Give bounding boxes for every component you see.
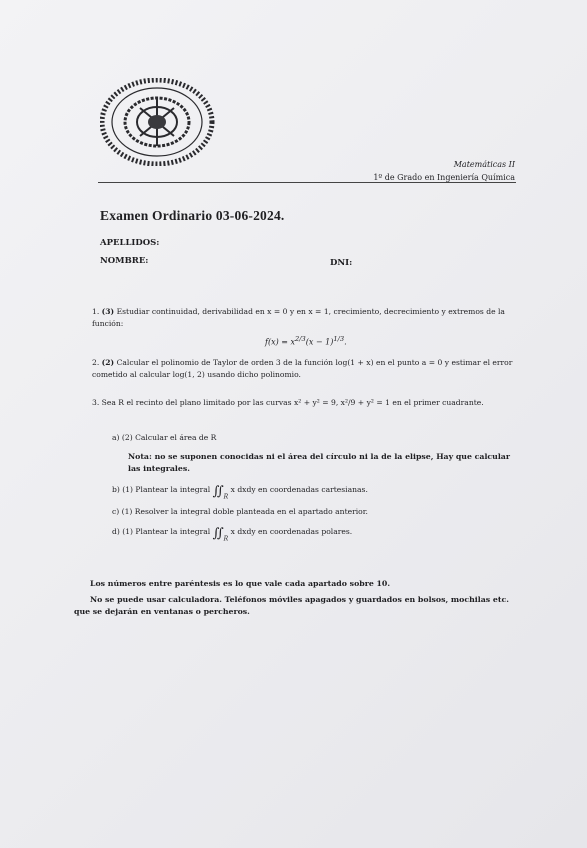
question-3a: a) (2) Calcular el área de R bbox=[112, 433, 217, 442]
subquestion-text: b) (1) Plantear la integral bbox=[112, 485, 211, 494]
subject-name: Matemáticas II bbox=[453, 160, 515, 169]
subquestion-text: d) (1) Plantear la integral bbox=[112, 527, 211, 536]
course-name: 1º de Grado en Ingeniería Química bbox=[373, 173, 515, 182]
question-1 bbox=[92, 306, 517, 329]
question-text: Estudiar continuidad, derivabilidad en x = 0 y en x = 1, crecimiento, decrecimiento y extremos de la función: bbox=[92, 307, 505, 328]
question-number: 3. bbox=[92, 398, 100, 407]
question-3d bbox=[112, 526, 352, 545]
question-points: (3) bbox=[101, 307, 115, 316]
subquestion-text-end: x dxdy en coordenadas cartesianas. bbox=[230, 485, 368, 494]
apellidos-field: APELLIDOS: bbox=[100, 238, 160, 248]
question-text: Sea R el recinto del plano limitado por las curvas x² + y² = 9, x²/9 + y² = 1 en el primer cuadrante. bbox=[101, 398, 484, 407]
double-integral-icon: $∬_R$ bbox=[212, 484, 229, 501]
question-2 bbox=[92, 357, 517, 380]
header-divider bbox=[98, 182, 516, 183]
question-3b bbox=[112, 484, 368, 503]
question-1-formula: $f(x) = x^{2/3}(x - 1)^{1/3}$. bbox=[265, 335, 347, 347]
subquestion-text-end: x dxdy en coordenadas polares. bbox=[230, 527, 353, 536]
exam-title: Examen Ordinario 03-06-2024. bbox=[100, 208, 285, 223]
course-info bbox=[373, 158, 515, 184]
nombre-field: NOMBRE: bbox=[100, 256, 149, 266]
question-3c: c) (1) Resolver la integral doble planteada en el apartado anterior. bbox=[112, 507, 368, 516]
question-3a-note: Nota: no se suponen conocidas ni el área del círculo ni la de la elipse, Hay que calcular las integrales. bbox=[128, 452, 510, 473]
question-text: Calcular el polinomio de Taylor de orden 3 de la función log(1 + x) en el punto a = 0 y estimar el error cometido al calcular log(1, 2) usando dicho polinomio. bbox=[92, 358, 513, 379]
double-integral-icon: $∬_R$ bbox=[212, 526, 229, 543]
university-seal-icon bbox=[100, 78, 215, 166]
dni-field: DNI: bbox=[330, 258, 353, 268]
question-number: 1. bbox=[92, 307, 100, 316]
question-number: 2. bbox=[92, 358, 100, 367]
question-3 bbox=[92, 397, 517, 409]
footer-note-1: Los números entre paréntesis es lo que vale cada apartado sobre 10. bbox=[90, 579, 391, 588]
question-points: (2) bbox=[101, 358, 115, 367]
footer-note-2: No se puede usar calculadora. Teléfonos móviles apagados y guardados en bolsos, mochilas etc. que se dejarán en ventanas o percheros. bbox=[74, 595, 509, 616]
